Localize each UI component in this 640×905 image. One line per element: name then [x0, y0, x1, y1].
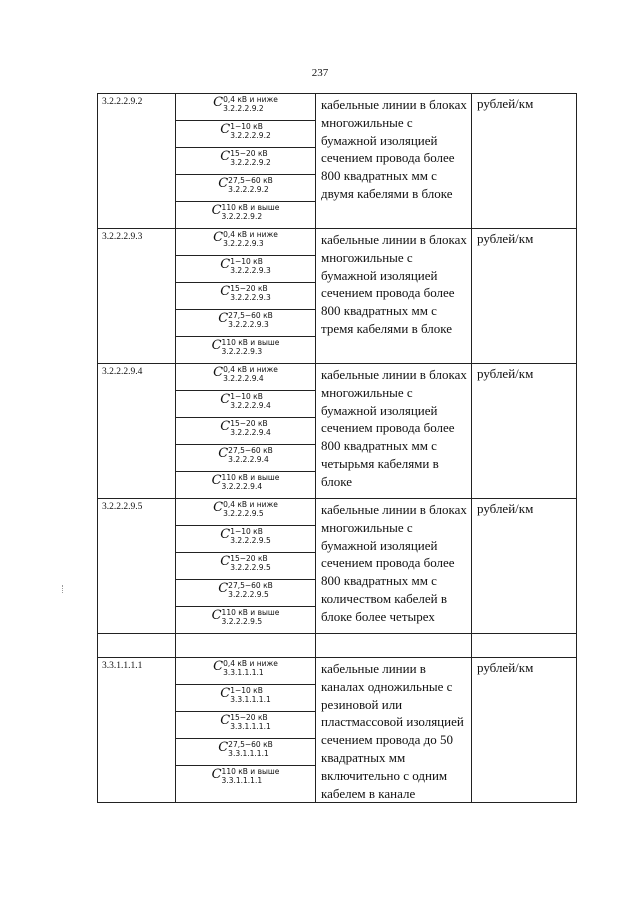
rate-symbol — [176, 202, 315, 228]
symbol-letter: C — [218, 446, 229, 461]
voltage-superscript: 15−20 кВ — [230, 149, 268, 158]
voltage-superscript: 27,5−60 кВ — [228, 176, 273, 185]
table-row — [98, 658, 577, 803]
voltage-superscript: 110 кВ и выше — [221, 767, 280, 776]
voltage-superscript: 110 кВ и выше — [221, 608, 280, 617]
empty-cell — [472, 634, 577, 658]
row-unit: рублей/км — [472, 658, 577, 803]
row-description: кабельные линии в каналах одножильные с резиновой или пластмассовой изоляцией сечением провода до 50 квадратных мм включительно с одним кабелем в канале — [316, 658, 472, 803]
voltage-superscript: 27,5−60 кВ — [228, 581, 273, 590]
symbol-letter: C — [220, 713, 231, 728]
rate-symbol — [176, 391, 315, 418]
row-code: 3.2.2.2.9.5 — [98, 499, 176, 634]
voltage-superscript: 0,4 кВ и ниже — [223, 659, 278, 668]
voltage-superscript: 27,5−60 кВ — [228, 740, 273, 749]
rate-symbol — [176, 607, 315, 633]
symbol-letter: C — [211, 767, 222, 782]
rate-symbols-cell — [176, 229, 316, 364]
voltage-superscript: 0,4 кВ и ниже — [223, 230, 278, 239]
code-subscript: 3.2.2.2.9.2 — [221, 212, 263, 221]
row-description: кабельные линии в блоках многожильные с бумажной изоляцией сечением провода более 800 квадратных мм с количеством кабелей в блоке более четырех — [316, 499, 472, 634]
symbol-letter: C — [220, 284, 231, 299]
symbol-letter: C — [211, 608, 222, 623]
voltage-superscript: 0,4 кВ и ниже — [223, 500, 278, 509]
row-code: 3.3.1.1.1.1 — [98, 658, 176, 803]
voltage-superscript: 110 кВ и выше — [221, 473, 280, 482]
voltage-superscript: 27,5−60 кВ — [228, 446, 273, 455]
rate-symbol — [176, 310, 315, 337]
rate-symbol — [176, 499, 315, 526]
code-subscript: 3.3.1.1.1.1 — [228, 749, 269, 758]
code-subscript: 3.2.2.2.9.2 — [230, 131, 271, 140]
empty-row — [98, 634, 577, 658]
voltage-superscript: 1−10 кВ — [230, 122, 263, 131]
symbol-letter: C — [220, 122, 231, 137]
rate-symbol — [176, 337, 315, 363]
code-subscript: 3.2.2.2.9.3 — [230, 293, 271, 302]
voltage-superscript: 0,4 кВ и ниже — [223, 95, 278, 104]
symbol-letter: C — [211, 473, 222, 488]
code-subscript: 3.3.1.1.1.1 — [223, 668, 264, 677]
symbol-letter: C — [220, 392, 231, 407]
code-subscript: 3.2.2.2.9.3 — [223, 239, 264, 248]
rate-symbols-cell — [176, 94, 316, 229]
code-subscript: 3.2.2.2.9.4 — [223, 374, 264, 383]
symbol-letter: C — [218, 311, 229, 326]
row-code: 3.2.2.2.9.2 — [98, 94, 176, 229]
page-number: 237 — [311, 67, 329, 79]
symbol-letter: C — [213, 500, 224, 515]
rate-symbol — [176, 658, 315, 685]
voltage-superscript: 27,5−60 кВ — [228, 311, 273, 320]
symbol-letter: C — [220, 527, 231, 542]
row-description: кабельные линии в блоках многожильные с бумажной изоляцией сечением провода более 800 квадратных мм с тремя кабелями в блоке — [316, 229, 472, 364]
voltage-superscript: 15−20 кВ — [230, 284, 268, 293]
code-subscript: 3.3.1.1.1.1 — [221, 776, 263, 785]
symbol-letter: C — [213, 659, 224, 674]
code-subscript: 3.2.2.2.9.2 — [230, 158, 271, 167]
table-row — [98, 499, 577, 634]
symbol-letter: C — [220, 149, 231, 164]
rate-symbol — [176, 580, 315, 607]
rate-symbol — [176, 256, 315, 283]
voltage-superscript: 110 кВ и выше — [221, 338, 280, 347]
code-subscript: 3.3.1.1.1.1 — [230, 722, 271, 731]
rate-symbols-cell — [176, 364, 316, 499]
code-subscript: 3.2.2.2.9.3 — [221, 347, 263, 356]
rate-symbol — [176, 148, 315, 175]
code-subscript: 3.2.2.2.9.5 — [221, 617, 263, 626]
row-description: кабельные линии в блоках многожильные с бумажной изоляцией сечением провода более 800 квадратных мм с двумя кабелями в блоке — [316, 94, 472, 229]
empty-cell — [176, 634, 316, 658]
rate-symbol — [176, 739, 315, 766]
symbol-letter: C — [220, 686, 231, 701]
row-code: 3.2.2.2.9.4 — [98, 364, 176, 499]
code-subscript: 3.2.2.2.9.3 — [230, 266, 271, 275]
row-unit: рублей/км — [472, 364, 577, 499]
empty-cell — [316, 634, 472, 658]
rate-symbol — [176, 553, 315, 580]
margin-mark — [62, 585, 67, 593]
symbol-letter: C — [211, 338, 222, 353]
symbol-letter: C — [218, 740, 229, 755]
code-subscript: 3.2.2.2.9.4 — [230, 401, 271, 410]
symbol-letter: C — [220, 419, 231, 434]
code-subscript: 3.2.2.2.9.3 — [228, 320, 269, 329]
voltage-superscript: 1−10 кВ — [230, 527, 263, 536]
tariff-table — [97, 93, 577, 803]
row-code: 3.2.2.2.9.3 — [98, 229, 176, 364]
code-subscript: 3.2.2.2.9.2 — [228, 185, 269, 194]
rate-symbol — [176, 364, 315, 391]
table-row — [98, 364, 577, 499]
rate-symbol — [176, 472, 315, 498]
voltage-superscript: 110 кВ и выше — [221, 203, 280, 212]
voltage-superscript: 15−20 кВ — [230, 419, 268, 428]
rate-symbols-cell — [176, 658, 316, 803]
rate-symbol — [176, 229, 315, 256]
rate-symbol — [176, 121, 315, 148]
row-unit: рублей/км — [472, 499, 577, 634]
empty-cell — [98, 634, 176, 658]
code-subscript: 3.2.2.2.9.5 — [230, 536, 271, 545]
rate-symbol — [176, 283, 315, 310]
voltage-superscript: 15−20 кВ — [230, 713, 268, 722]
symbol-letter: C — [220, 554, 231, 569]
symbol-letter: C — [213, 230, 224, 245]
row-unit: рублей/км — [472, 229, 577, 364]
symbol-letter: C — [213, 365, 224, 380]
code-subscript: 3.2.2.2.9.4 — [221, 482, 263, 491]
voltage-superscript: 0,4 кВ и ниже — [223, 365, 278, 374]
rate-symbol — [176, 445, 315, 472]
rate-symbol — [176, 94, 315, 121]
rate-symbol — [176, 175, 315, 202]
rate-symbol — [176, 712, 315, 739]
code-subscript: 3.2.2.2.9.2 — [223, 104, 264, 113]
rate-symbol — [176, 766, 315, 792]
voltage-superscript: 1−10 кВ — [230, 686, 263, 695]
rate-symbol — [176, 685, 315, 712]
symbol-letter: C — [218, 176, 229, 191]
voltage-superscript: 1−10 кВ — [230, 257, 263, 266]
symbol-letter: C — [218, 581, 229, 596]
rate-symbols-cell — [176, 499, 316, 634]
table-row — [98, 94, 577, 229]
code-subscript: 3.2.2.2.9.5 — [230, 563, 271, 572]
row-description: кабельные линии в блоках многожильные с бумажной изоляцией сечением провода более 800 квадратных мм с четырьмя кабелями в блоке — [316, 364, 472, 499]
voltage-superscript: 15−20 кВ — [230, 554, 268, 563]
table-row — [98, 229, 577, 364]
symbol-letter: C — [213, 95, 224, 110]
rate-symbol — [176, 418, 315, 445]
code-subscript: 3.2.2.2.9.4 — [230, 428, 271, 437]
code-subscript: 3.3.1.1.1.1 — [230, 695, 271, 704]
symbol-letter: C — [211, 203, 222, 218]
code-subscript: 3.2.2.2.9.5 — [228, 590, 269, 599]
voltage-superscript: 1−10 кВ — [230, 392, 263, 401]
row-unit: рублей/км — [472, 94, 577, 229]
rate-symbol — [176, 526, 315, 553]
symbol-letter: C — [220, 257, 231, 272]
code-subscript: 3.2.2.2.9.4 — [228, 455, 269, 464]
code-subscript: 3.2.2.2.9.5 — [223, 509, 264, 518]
